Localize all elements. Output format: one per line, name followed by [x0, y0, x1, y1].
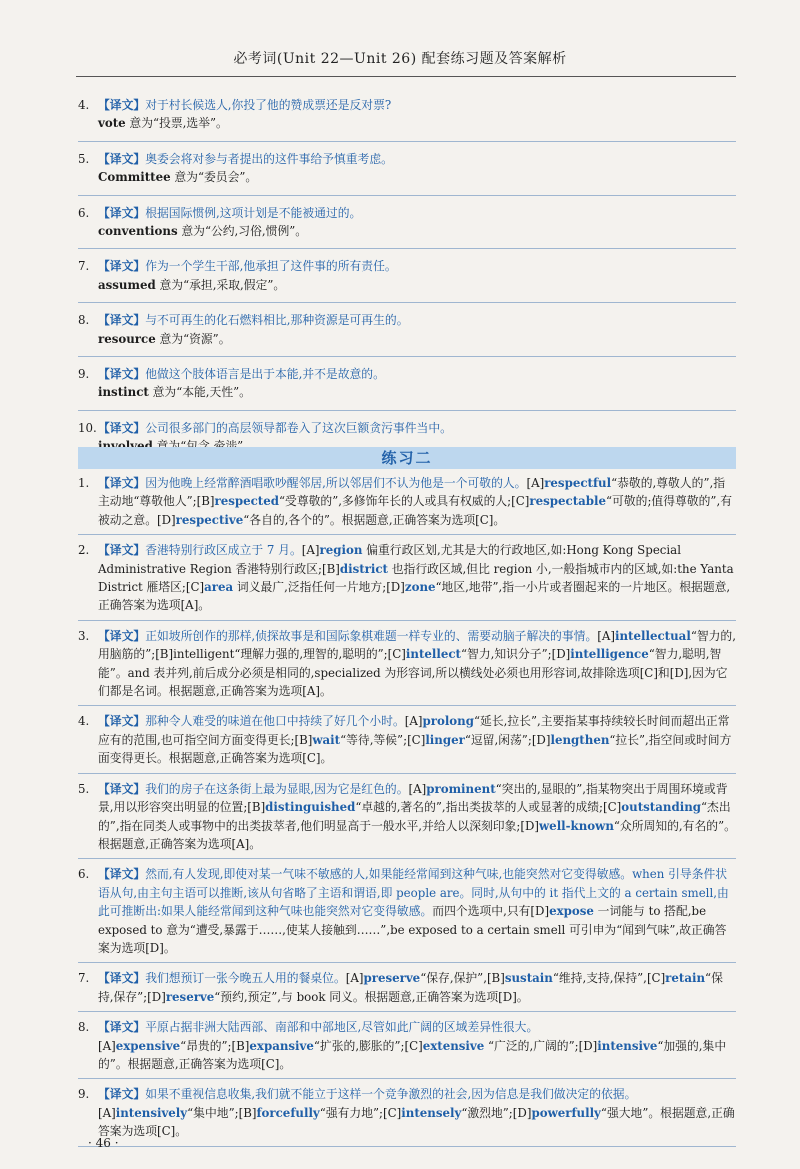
entry-text: [98, 1018, 736, 1073]
translation-text: 根据国际惯例,这项计划是不能被通过的。: [145, 205, 362, 220]
translation-text: 作为一个学生干部,他承担了这件事的所有责任。: [145, 259, 397, 274]
explanation: [C]: [185, 580, 205, 595]
section-title: 练习二: [78, 447, 736, 469]
entry-text: [98, 150, 736, 187]
translation-tag: 【译文】: [98, 1087, 146, 1102]
translation-tag: 【译文】: [98, 476, 146, 490]
key-word: Committee: [98, 170, 171, 185]
explanation: [B]: [231, 1038, 250, 1053]
option-word: intensively: [115, 1105, 188, 1120]
explanation: [A]: [404, 714, 423, 729]
page-header: 必考词(Unit 22—Unit 26) 配套练习题及答案解析: [233, 51, 567, 67]
explanation: 意为“承担,采取,假定”。: [155, 277, 286, 292]
explanation: [D]: [512, 1105, 532, 1120]
answer-entry: [78, 780, 736, 860]
translation-text: 正如坡所创作的那样,侦探故事是和国际象棋难题一样专业的、需要动脑子解决的事情。: [145, 628, 598, 643]
entry-text: [98, 204, 736, 241]
explanation: 意为“公约,习俗,惯例”。: [177, 224, 308, 239]
explanation: “昂贵的”;: [180, 1038, 232, 1053]
entry-text: [98, 365, 736, 402]
answer-entry: [78, 474, 736, 535]
item-number: 8.: [78, 313, 90, 328]
explanation: [D]: [551, 647, 571, 662]
translation-text: 那种令人难受的味道在他口中持续了好几个小时。: [145, 714, 405, 729]
translation-tag: 【译文】: [98, 313, 146, 328]
translation-tag: 【译文】: [98, 1020, 146, 1035]
item-number: 5.: [78, 781, 90, 796]
part-one-answers: [78, 96, 736, 473]
explanation: [B]: [247, 800, 266, 815]
explanation: 意为“本能,天性”。: [148, 385, 251, 400]
translation-text: 我们的房子在这条街上最为显眼,因为它是红色的。: [145, 781, 409, 796]
option-word: zone: [404, 580, 436, 595]
key-word: assumed: [98, 277, 156, 292]
explanation: “逗留,闲荡”;: [464, 732, 532, 747]
explanation: [C]: [646, 971, 666, 986]
answer-entry: [78, 96, 736, 142]
option-word: respected: [214, 494, 280, 509]
option-word: intensely: [401, 1105, 462, 1120]
option-word: area: [204, 580, 234, 595]
explanation: [C]: [407, 732, 426, 747]
option-word: powerfully: [531, 1105, 601, 1120]
explanation: [C]: [511, 494, 530, 509]
part-two-answers: [78, 474, 736, 1153]
entry-text: [98, 712, 736, 767]
entry-text: [98, 865, 736, 957]
option-word: sustain: [504, 971, 553, 986]
explanation: 一词能与 to 搭配,be exposed to 意为“遭受,暴露于……,使某人接触到……”,be exposed to a certain smell 可引申为“闻到气味”,故正确答案为选项[D]。: [98, 904, 727, 955]
entry-text: [98, 474, 736, 529]
explanation: “地区,地带”,指一小片或者圈起来的一片地区。根据题意,正确答案为选项[A]。: [98, 580, 731, 613]
explanation: “拉长”,指空间或时间方面变得更长。根据题意,正确答案为选项[C]。: [98, 732, 732, 766]
page-number: · 46 ·: [88, 1136, 119, 1150]
explanation: 意为“资源”。: [155, 331, 231, 346]
answer-entry: [78, 712, 736, 773]
item-number: 4.: [78, 98, 90, 112]
option-word: respectable: [529, 494, 607, 509]
answer-entry: [78, 865, 736, 963]
key-word: conventions: [98, 224, 178, 239]
option-word: intellectual: [614, 628, 691, 643]
translation-text: 对于村长候选人,你投了他的赞成票还是反对票?: [145, 98, 392, 112]
explanation: 而四个选项中,只有[D]: [432, 904, 550, 919]
entry-text: [98, 311, 736, 348]
explanation: [D]: [531, 732, 551, 747]
explanation: “预约,预定”,与 book 同义。根据题意,正确答案为选项[D]。: [214, 989, 529, 1004]
entry-text: [98, 780, 736, 854]
translation-tag: 【译文】: [98, 151, 146, 166]
explanation: “卓越的,著名的”,指出类拔萃的人或显著的成绩;: [355, 800, 604, 815]
answer-entry: [78, 150, 736, 196]
translation-text: 平原占据非洲大陆西部、南部和中部地区,尽管如此广阔的区域差异性很大。: [145, 1020, 539, 1035]
explanation: “延长,拉长”,主要指某事持续较长时间而超出正常应有的范围,也可指空间方面变得更长;: [98, 714, 730, 747]
item-number: 7.: [78, 971, 90, 986]
explanation: [C]: [387, 647, 406, 662]
answer-entry: [78, 257, 736, 303]
explanation: [D]: [147, 989, 166, 1004]
explanation: [A]: [98, 1038, 116, 1053]
explanation: [A]: [526, 476, 545, 490]
translation-tag: 【译文】: [98, 367, 146, 382]
explanation: “加强的,集中的”。根据题意,正确答案为选项[C]。: [98, 1038, 727, 1071]
option-word: outstanding: [621, 800, 702, 815]
item-number: 8.: [78, 1020, 90, 1035]
item-number: 2.: [78, 543, 90, 558]
translation-tag: 【译文】: [98, 259, 146, 274]
explanation: [D]: [578, 1038, 598, 1053]
translation-tag: 【译文】: [98, 628, 146, 643]
explanation: “杰出的”,指在同类人或事物中的出类拔萃者,他们明显高于一般水平,并给人以深刻印象;: [98, 800, 731, 833]
explanation: [A]: [345, 971, 364, 986]
explanation: 偏重行政区划,尤其是大的行政地区,如:Hong Kong Special Administrative Region 香港特别行政区;: [98, 543, 681, 576]
answer-entry: [78, 311, 736, 357]
item-number: 9.: [78, 367, 90, 382]
explanation: “智力的,用脑筋的”;[B]intelligent“理解力强的,理智的,聪明的”;: [98, 628, 736, 662]
explanation: “各自的,各个的”。根据题意,正确答案为选项[C]。: [243, 512, 506, 527]
option-word: prominent: [426, 781, 496, 796]
option-word: expensive: [115, 1038, 181, 1053]
entry-text: [98, 257, 736, 294]
explanation: [B]: [238, 1105, 257, 1120]
translation-text: 我们想预订一张今晚五人用的餐桌位。: [145, 971, 346, 986]
option-word: region: [319, 543, 363, 558]
entry-text: [98, 627, 736, 701]
option-word: reserve: [165, 989, 215, 1004]
explanation: “扩张的,膨胀的”;: [313, 1038, 405, 1053]
option-word: preserve: [363, 971, 421, 986]
answer-entry: [78, 627, 736, 707]
explanation: 也指行政区域,但比 region 小,一般指城市内的区域,如:the Yanta District 雁塔区;: [98, 561, 734, 595]
translation-text: 与不可再生的化石燃料相比,那种资源是可再生的。: [145, 313, 409, 328]
translation-text: 如果不重视信息收集,我们就不能立于这样一个竞争激烈的社会,因为信息是我们做决定的依据。: [145, 1087, 637, 1102]
explanation: [D]: [520, 818, 540, 833]
explanation: [B]: [294, 732, 313, 747]
explanation: 词义最广,泛指任何一片地方;: [233, 580, 387, 595]
translation-tag: 【译文】: [98, 543, 146, 558]
item-number: 9.: [78, 1087, 90, 1102]
explanation: “智力,聪明,智能”。and 表并列,前后成分必须是相同的,specialized 为形容词,所以横线处必须也用形容词,故排除选项[C]和[D],因为它们都是名词。根据题意,正确答案为选项[A]。: [98, 647, 728, 699]
option-word: intensive: [597, 1038, 658, 1053]
entry-text: [98, 541, 736, 615]
option-word: extensive: [422, 1038, 485, 1053]
translation-tag: 【译文】: [98, 781, 146, 796]
answer-entry: [78, 969, 736, 1012]
key-word: vote: [98, 116, 126, 131]
explanation: “广泛的,广阔的”;: [484, 1038, 579, 1053]
translation-tag: 【译文】: [98, 98, 146, 112]
translation-text: 奥委会将对参与者提出的这件事给予慎重考虑。: [145, 151, 393, 166]
answer-entry: [78, 1085, 736, 1146]
explanation: “可敬的;值得尊敬的”,有被动之意。: [98, 494, 732, 527]
option-word: linger: [425, 732, 465, 747]
item-number: 1.: [78, 476, 90, 490]
explanation: [A]: [597, 628, 615, 643]
explanation: “智力,知识分子”;: [461, 647, 552, 662]
option-word: prolong: [422, 714, 474, 729]
explanation: [B]: [196, 494, 215, 509]
option-word: distinguished: [265, 800, 356, 815]
explanation: 意为“投票,选举”。: [125, 116, 228, 131]
explanation: “强有力地”;: [319, 1105, 384, 1120]
entry-text: [98, 969, 736, 1006]
key-word: resource: [98, 331, 156, 346]
translation-text: 他做这个肢体语言是出于本能,并不是故意的。: [145, 367, 385, 382]
option-word: wait: [312, 732, 341, 747]
explanation: “集中地”;: [187, 1105, 239, 1120]
translation-text: 香港特别行政区成立于 7 月。: [145, 543, 302, 558]
key-word: instinct: [98, 385, 149, 400]
header-rule: [76, 76, 736, 77]
item-number: 10.: [78, 420, 97, 435]
explanation: [C]: [404, 1038, 423, 1053]
translation-tag: 【译文】: [98, 205, 146, 220]
explanation: [C]: [603, 800, 622, 815]
option-word: retain: [665, 971, 706, 986]
explanation: “保存,保护”,: [420, 971, 487, 986]
option-word: expose: [549, 904, 594, 919]
explanation: [A]: [301, 543, 320, 558]
explanation: 意为“委员会”。: [170, 170, 258, 185]
item-number: 5.: [78, 151, 90, 166]
item-number: 7.: [78, 259, 90, 274]
explanation: [B]: [486, 971, 505, 986]
explanation: “保持,保存”;: [98, 971, 723, 1004]
option-word: intelligence: [570, 647, 649, 662]
option-word: respective: [175, 512, 244, 527]
explanation: “恭敬的,尊敬人的”,指主动地“尊敬他人”;: [98, 476, 726, 509]
explanation: [D]: [386, 580, 405, 595]
explanation: “强大地”。根据题意,正确答案为选项[C]。: [98, 1105, 735, 1139]
answer-entry: [78, 204, 736, 250]
answer-entry: [78, 1018, 736, 1079]
option-word: district: [339, 561, 388, 576]
explanation: [C]: [383, 1105, 402, 1120]
explanation: “受尊敬的”,多修饰年长的人或具有权威的人;: [279, 494, 512, 509]
option-word: respectful: [544, 476, 612, 490]
translation-tag: 【译文】: [98, 867, 146, 882]
translation-tag: 【译文】: [98, 971, 146, 986]
explanation: “众所周知的,有名的”。根据题意,正确答案为选项[A]。: [98, 818, 736, 851]
item-number: 3.: [78, 628, 90, 643]
explanation: “维持,支持,保持”,: [552, 971, 647, 986]
item-number: 6.: [78, 867, 90, 882]
answer-entry: [78, 365, 736, 411]
entry-text: [98, 96, 736, 133]
answer-entry: [78, 541, 736, 621]
explanation: [B]: [321, 561, 340, 576]
translation-text: 公司很多部门的高层领导都卷入了这次巨额贪污事件当中。: [145, 420, 452, 435]
explanation: “激烈地”;: [461, 1105, 513, 1120]
explanation: [A]: [408, 781, 427, 796]
translation-tag: 【译文】: [98, 420, 146, 435]
explanation: “突出的,显眼的”,指某物突出于周围环境或背景,用以形容突出明显的位置;: [98, 781, 728, 815]
explanation: “等待,等候”;: [340, 732, 408, 747]
translation-text: 然而,有人发现,即使对某一气味不敏感的人,如果能经常闻到这种气味,也能突然对它变得敏感。when 引导条件状语从句,由主句主语可以推断,该从句省略了主语和谓语,即 people are。同时,从句中的 it 指代上文的 a certain smell,由此可推断出:如果人能经常闻到这种气味也能突然对它变得敏感。: [98, 867, 729, 919]
explanation: [D]: [157, 512, 176, 527]
entry-text: [98, 1085, 736, 1140]
explanation: [A]: [98, 1105, 116, 1120]
option-word: expansive: [249, 1038, 314, 1053]
translation-tag: 【译文】: [98, 714, 146, 729]
option-word: forcefully: [256, 1105, 320, 1120]
item-number: 4.: [78, 714, 90, 729]
item-number: 6.: [78, 205, 90, 220]
option-word: well-known: [539, 818, 614, 833]
option-word: intellect: [405, 647, 462, 662]
translation-text: 因为他晚上经常醉酒唱歌吵醒邻居,所以邻居们不认为他是一个可敬的人。: [145, 476, 527, 490]
option-word: lengthen: [550, 732, 610, 747]
